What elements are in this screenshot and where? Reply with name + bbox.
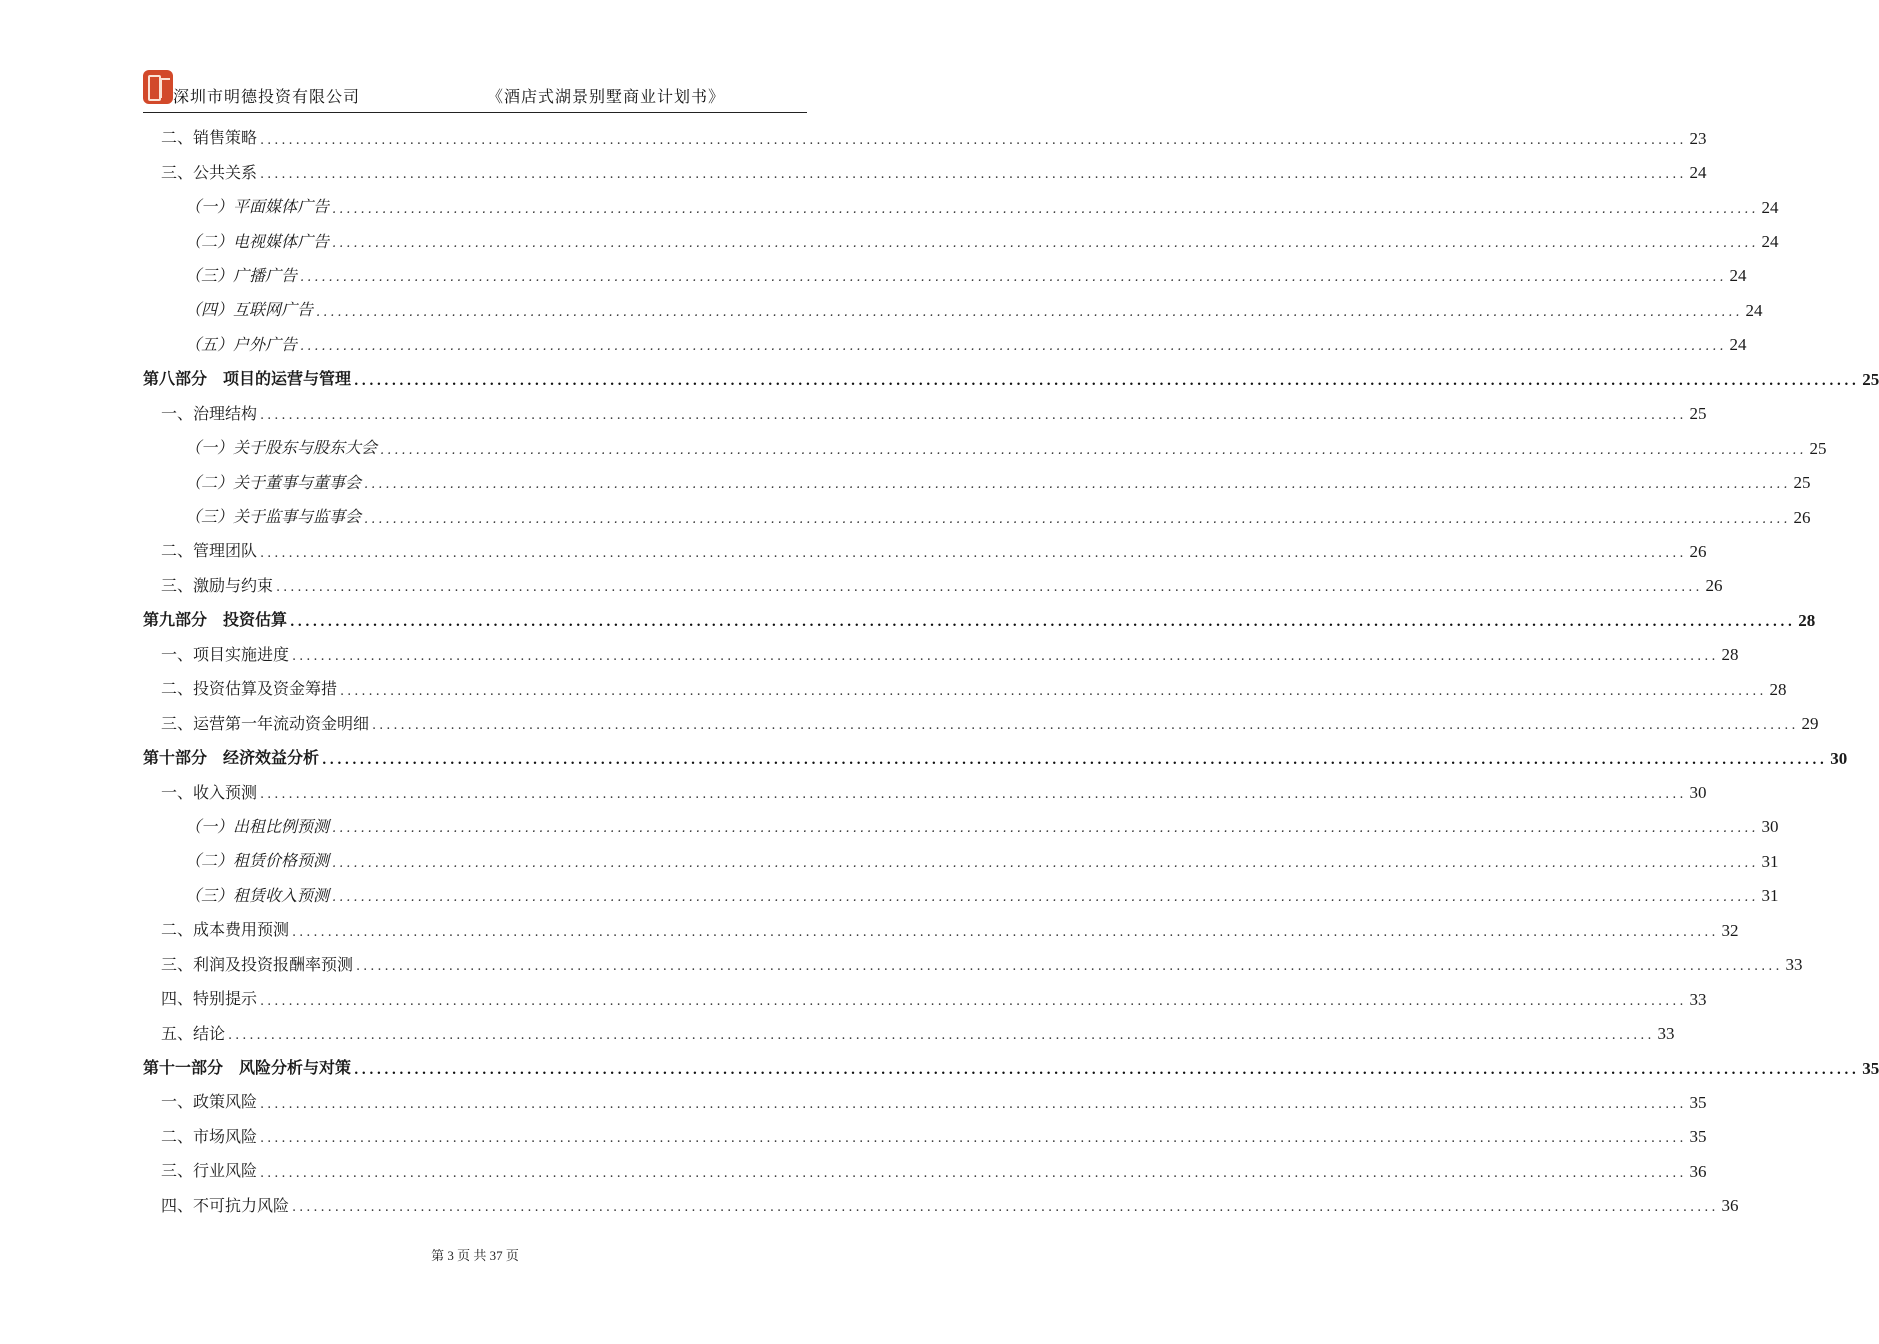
toc-entry[interactable] [143,431,1827,465]
toc-entry-page-number: 28 [1769,679,1787,699]
toc-entry-title: （三）广播广告 [185,265,298,285]
toc-entry-page-number: 33 [1657,1024,1675,1044]
toc-entry[interactable] [143,1085,1707,1119]
toc-entry-title: 五、结论 [161,1023,226,1043]
dot-leader: ........................................................................................................................................................................................................ [260,167,1687,183]
toc-entry[interactable] [143,603,1816,637]
toc-entry[interactable] [143,913,1739,947]
toc-entry-page-number: 25 [1809,438,1827,458]
document-title: 《酒店式湖景别墅商业计划书》 [486,87,725,106]
toc-entry-page-number: 30 [1761,817,1779,837]
dot-leader: ........................................................................................................................................................................................................ [316,304,1743,320]
dot-leader: ........................................................................................................................................................................................................ [372,718,1799,734]
dot-leader: ........................................................................................................................................................................................................ [300,270,1727,286]
toc-entry-page-number: 33 [1689,989,1707,1009]
toc-entry-page-number: 30 [1830,748,1848,768]
toc-entry-page-number: 33 [1785,955,1803,975]
company-name: 深圳市明德投资有限公司 [173,87,361,106]
toc-entry-title: （四）互联网广告 [185,300,314,320]
toc-entry-title: （二）关于董事与董事会 [185,472,362,492]
dot-leader: ........................................................................................................................................................................................................ [380,442,1807,458]
toc-entry-page-number: 25 [1862,369,1879,389]
toc-entry-page-number: 30 [1689,783,1707,803]
dot-leader: ........................................................................................................................................................................................................ [260,132,1687,148]
toc-entry-page-number: 28 [1798,610,1816,630]
toc-entry[interactable] [143,1189,1739,1223]
dot-leader: ........................................................................................................................................................................................................ [260,545,1687,561]
toc-entry-page-number: 35 [1689,1092,1707,1112]
toc-entry-page-number: 24 [1761,232,1779,252]
toc-entry-title: 第八部分 项目的运营与管理 [143,369,352,389]
table-of-contents [143,121,1879,1223]
toc-entry[interactable] [143,982,1707,1016]
toc-entry[interactable] [143,775,1707,809]
page-header [143,64,807,113]
dot-leader: ........................................................................................................................................................................................................ [332,236,1759,252]
toc-entry-title: 一、政策风险 [161,1092,258,1112]
dot-leader: ........................................................................................................................................................................................................ [292,1200,1719,1216]
seal-logo-icon [143,70,173,104]
toc-entry[interactable] [143,948,1803,982]
toc-entry-title: 三、利润及投资报酬率预测 [161,954,354,974]
toc-entry-page-number: 25 [1793,473,1811,493]
dot-leader: ........................................................................................................................................................................................................ [364,477,1791,493]
toc-entry-page-number: 24 [1729,266,1747,286]
toc-entry-title: 第十部分 经济效益分析 [143,748,320,768]
toc-entry-page-number: 29 [1801,714,1819,734]
toc-entry[interactable] [143,534,1707,568]
toc-entry-page-number: 36 [1689,1161,1707,1181]
page-footer: 第 3 页 共 37 页 [431,1248,519,1263]
toc-entry-page-number: 25 [1689,404,1707,424]
dot-leader: ........................................................................................................................................................................................................ [292,649,1719,665]
dot-leader: ........................................................................................................................................................................................................ [300,339,1727,355]
toc-entry-title: 一、项目实施进度 [161,644,290,664]
dot-leader: ........................................................................................................................................................................................................ [340,683,1767,699]
toc-entry-page-number: 26 [1793,507,1811,527]
toc-entry[interactable] [143,397,1707,431]
toc-entry[interactable] [143,844,1779,878]
toc-entry-title: （五）户外广告 [185,334,298,354]
toc-entry-title: （三）关于监事与监事会 [185,507,362,527]
toc-entry-title: （二）租赁价格预测 [185,851,330,871]
dot-leader: ........................................................................................................................................................................................................ [228,1028,1655,1044]
toc-entry[interactable] [143,190,1779,224]
toc-entry[interactable] [143,1154,1707,1188]
toc-entry-title: 一、收入预测 [161,782,258,802]
dot-leader: ........................................................................................................................................................................................................ [356,959,1783,975]
toc-entry[interactable] [143,569,1723,603]
toc-entry-page-number: 36 [1721,1196,1739,1216]
toc-entry-title: 第九部分 投资估算 [143,610,288,630]
toc-entry-title: 二、市场风险 [161,1126,258,1146]
toc-entry-page-number: 24 [1689,163,1707,183]
toc-entry[interactable] [143,500,1811,534]
toc-entry-title: 第十一部分 风险分析与对策 [143,1058,352,1078]
toc-entry-title: 四、不可抗力风险 [161,1195,290,1215]
dot-leader: ........................................................................................................................................................................................................ [332,890,1759,906]
dot-leader: ........................................................................................................................................................................................................ [260,408,1687,424]
toc-entry-page-number: 32 [1721,920,1739,940]
dot-leader: ........................................................................................................................................................................................................ [364,511,1791,527]
toc-entry-title: 二、管理团队 [161,541,258,561]
toc-entry-title: （三）租赁收入预测 [185,885,330,905]
dot-leader: ........................................................................................................................................................................................................ [260,1096,1687,1112]
dot-leader: ........................................................................................................................................................................................................ [260,1165,1687,1181]
toc-entry[interactable] [143,328,1747,362]
toc-entry-page-number: 24 [1729,335,1747,355]
toc-entry-page-number: 35 [1689,1127,1707,1147]
toc-entry[interactable] [143,224,1779,258]
toc-entry-page-number: 35 [1862,1058,1879,1078]
dot-leader: ........................................................................................................................................................................................................ [260,787,1687,803]
toc-entry-title: （一）平面媒体广告 [185,197,330,217]
dot-leader: ........................................................................................................................................................................................................ [332,821,1759,837]
toc-entry[interactable] [143,293,1763,327]
dot-leader: ........................................................................................................................................................................................................ [260,1131,1687,1147]
toc-entry[interactable] [143,810,1779,844]
dot-leader: ........................................................................................................................................................................................................ [354,373,1860,389]
toc-entry[interactable] [143,121,1707,155]
toc-entry[interactable] [143,672,1787,706]
toc-entry-page-number: 24 [1761,197,1779,217]
toc-entry-title: 二、投资估算及资金筹措 [161,679,338,699]
toc-entry-title: 二、销售策略 [161,128,258,148]
toc-entry-title: 三、行业风险 [161,1161,258,1181]
dot-leader: ........................................................................................................................................................................................................ [322,752,1828,768]
toc-entry-title: 三、运营第一年流动资金明细 [161,713,370,733]
toc-entry-title: 三、公共关系 [161,162,258,182]
toc-entry[interactable] [143,706,1819,740]
toc-entry-title: （一）关于股东与股东大会 [185,438,378,458]
toc-entry-title: 三、激励与约束 [161,575,274,595]
toc-entry-page-number: 31 [1761,851,1779,871]
toc-entry-title: （一）出租比例预测 [185,816,330,836]
toc-entry[interactable] [143,638,1739,672]
toc-entry-page-number: 23 [1689,128,1707,148]
dot-leader: ........................................................................................................................................................................................................ [292,924,1719,940]
toc-entry[interactable] [143,1051,1879,1085]
toc-entry[interactable] [143,879,1779,913]
toc-entry[interactable] [143,259,1747,293]
toc-entry-title: （二）电视媒体广告 [185,231,330,251]
dot-leader: ........................................................................................................................................................................................................ [260,993,1687,1009]
toc-entry-title: 一、治理结构 [161,403,258,423]
dot-leader: ........................................................................................................................................................................................................ [332,855,1759,871]
toc-entry-page-number: 28 [1721,645,1739,665]
toc-entry-page-number: 26 [1705,576,1723,596]
toc-entry-page-number: 24 [1745,300,1763,320]
toc-entry[interactable] [143,1016,1675,1050]
dot-leader: ........................................................................................................................................................................................................ [276,580,1703,596]
toc-entry[interactable] [143,741,1848,775]
toc-entry-title: 二、成本费用预测 [161,920,290,940]
toc-entry[interactable] [143,1120,1707,1154]
toc-entry-page-number: 31 [1761,886,1779,906]
toc-entry[interactable] [143,362,1879,396]
toc-entry[interactable] [143,465,1811,499]
toc-entry-page-number: 26 [1689,541,1707,561]
dot-leader: ........................................................................................................................................................................................................ [354,1062,1860,1078]
dot-leader: ........................................................................................................................................................................................................ [290,614,1796,630]
toc-entry[interactable] [143,155,1707,189]
dot-leader: ........................................................................................................................................................................................................ [332,201,1759,217]
toc-entry-title: 四、特别提示 [161,989,258,1009]
